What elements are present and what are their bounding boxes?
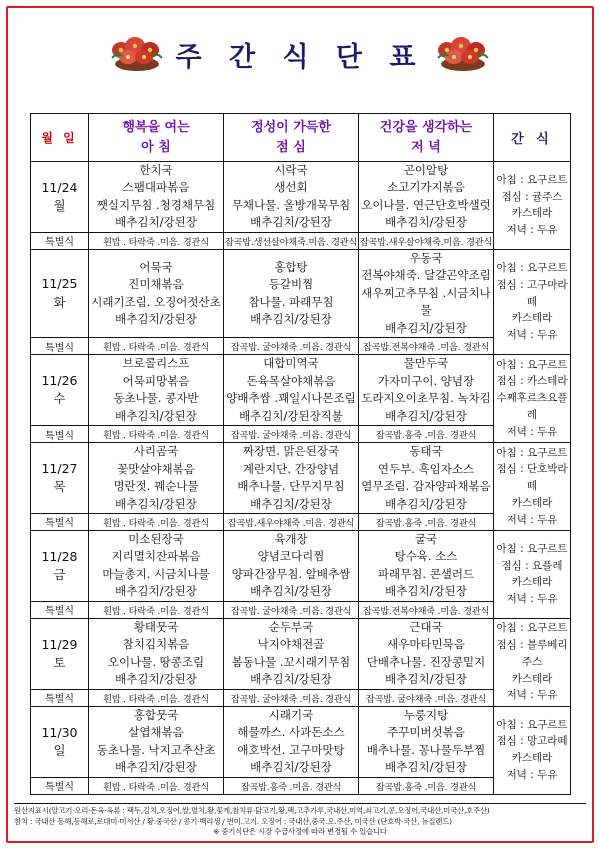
menu-item: 배추김치/강된장 [115,584,197,599]
snack-item: 카스테라 [511,207,553,220]
special-diet-cell: 잡곡밥.홍죽 .미음. 경관식 [359,513,494,530]
menu-item: 배추김치/강된장 [385,320,467,335]
day-cell [31,162,89,233]
menu-item: 배추김치/강된장 [115,496,197,511]
special-diet-row [31,601,571,618]
special-diet-cell: 잡곡밥. 굴야채죽 .미음. 경관식 [224,601,359,618]
menu-item: 계란지단. 간장양념 [242,461,340,476]
header-dinner-line1: 건강을 생각하는 [379,120,473,135]
special-diet-cell: 흰밥 . 타락죽 .미음. 경관식 [89,338,224,355]
snack-item: 점심 : 카스테라 [496,375,568,388]
menu-item: 양배추쌈 .꽤일시나몬조림 [226,391,356,406]
snack-item: 저녁 : 두유 [506,329,558,342]
special-diet-label: 특별식 [31,513,89,530]
menu-item: 등갈비찜 [268,277,314,292]
table-header-row [31,114,571,162]
lunch-cell [224,618,359,689]
footer-line-2: 참치 : 국내산 동해,동해로,로대미·미서산 / 황.중국산 / 콩기·백리생 / 번미.고기. 오징어 : 국내산,중국.오.주산, 미국산 (단호박·국산, 뉴질랜드) [14,816,452,826]
snack-item: 아침 : 요구르트 [496,358,568,371]
menu-item: 참나물. 파래무침 [248,294,334,309]
menu-item: 배추김치/강된장 [250,760,332,775]
day-date: 11/30 [41,724,78,740]
menu-item: 가자미구이. 양념장 [377,373,475,388]
snack-item: 점심 : 단호박라떼 [496,463,568,493]
menu-item: 동초나물. 낙지고추산초 [96,742,216,757]
menu-item: 명란젓. 꿰순나물 [113,479,199,494]
special-diet-cell: 흰밥 . 타락죽 .미음. 경관식 [89,777,224,794]
day-cell [31,618,89,689]
menu-item: 배추김치/강된장 [385,584,467,599]
morning-cell [89,618,224,689]
footer [14,806,586,838]
footer-note: ※ 중기식단은 시장 수급사정에 따라 변경될 수 있습니다 [213,827,387,837]
special-diet-cell: 잡곡밥.홍죽 .미음. 경관식 [359,777,494,794]
menu-item: 새우찌고추무침 .시금치나물 [361,285,491,318]
menu-item: 배추김치/강된장 [385,760,467,775]
menu-item: 누룽지탕 [403,707,449,722]
day-weekday: 토 [53,654,66,670]
day-date: 11/24 [41,179,78,195]
menu-item: 동태국 [409,444,443,459]
snack-cell [494,530,571,618]
menu-item: 순두부국 [268,619,314,634]
menu-item: 쨋실지무침 .청경채무침 [96,197,216,212]
special-diet-label: 특별식 [31,338,89,355]
menu-item: 어묵국 [139,259,173,274]
header-morning [89,114,224,162]
menu-item: 배추나물. 꽁나물두부찜 [366,742,486,757]
lunch-cell [224,249,359,337]
menu-item: 양파간장무침. 알배추쌈 [231,566,351,581]
day-date: 11/28 [41,548,78,564]
snack-item: 저녁 : 두유 [506,425,558,438]
header-lunch-line2: 점 심 [276,139,306,155]
special-diet-cell: 잡곡밥. 굴야채죽 .미음. 경관식 [224,338,359,355]
snack-item: 카스테라 [511,312,553,325]
menu-item: 시래기국 [268,707,314,722]
snack-cell [494,706,571,794]
menu-item: 새우마타민묵음 [387,637,465,652]
snack-item: 점심 : 망고라떼 [496,735,568,748]
day-cell [31,530,89,601]
snack-item: 점심 : 귤주스 [501,190,563,203]
day-cell [31,706,89,777]
morning-cell [89,443,224,514]
snack-item: 카스테라 [511,496,553,509]
menu-item: 해물까스. 사과돈소스 [237,725,345,740]
snack-item: 카스테라 [511,672,553,685]
special-diet-cell: 잡곡밥.홍죽 .미음. 경관식 [359,426,494,443]
special-diet-row [31,689,571,706]
menu-item: 홍합탕 [274,259,308,274]
menu-day-row [31,706,571,777]
menu-item: 동초나물. 콩자반 [113,391,199,406]
menu-item: 대합미역국 [263,356,319,371]
day-date: 11/27 [41,460,78,476]
dinner-cell [359,443,494,514]
menu-item: 어묵피망볶음 [122,373,190,388]
dinner-cell [359,618,494,689]
menu-item: 애호박선. 고구마맛탕 [237,742,345,757]
menu-item: 배추김치/강된장 [115,760,197,775]
header-lunch [224,114,359,162]
menu-item: 배추김치/강된장 [250,672,332,687]
header-dinner [359,114,494,162]
snack-cell [494,249,571,354]
snack-cell [494,443,571,531]
special-diet-cell: 잡곡밥.전복야채죽 .미음. 경관식 [359,338,494,355]
dinner-cell [359,162,494,233]
lunch-cell [224,355,359,426]
menu-day-row [31,162,571,233]
snack-item: 저녁 : 두유 [506,689,558,702]
menu-item: 굴국 [414,531,438,546]
snack-cell [494,162,571,250]
menu-item: 낙지야채전골 [257,637,325,652]
special-diet-row [31,513,571,530]
snack-item: 카스테라 [511,752,553,765]
special-diet-cell: 잡곡밥.새우살야채죽.미음. 경관식 [359,232,494,249]
special-diet-label: 특별식 [31,777,89,794]
menu-item: 배추김치/강된장 [250,496,332,511]
menu-day-row [31,355,571,426]
menu-item: 배추김치/강된장 [385,215,467,230]
menu-item: 시래기조림. 오징어젓산초 [91,294,221,309]
dinner-cell [359,249,494,337]
snack-item: 점심 : 요플레 [501,559,563,572]
dinner-cell [359,706,494,777]
special-diet-cell: 흰밥 . 타락죽 .미음. 경관식 [89,689,224,706]
page-title: 주 간 식 단 표 [175,41,425,73]
menu-item: 홍합뭇국 [133,707,179,722]
day-weekday: 화 [53,294,66,310]
special-diet-cell: 잡곡밥. 굴야채죽 .미음. 경관식 [359,689,494,706]
special-diet-row [31,338,571,355]
special-diet-row [31,232,571,249]
snack-cell [494,618,571,706]
menu-day-row [31,443,571,514]
special-diet-cell: 흰밥 . 타락죽 .미음. 경관식 [89,513,224,530]
day-date: 11/25 [41,276,78,292]
snack-item: 저녁 : 두유 [506,593,558,606]
title-row [0,34,600,74]
menu-item: 미소된장국 [128,531,184,546]
special-diet-label: 특별식 [31,426,89,443]
morning-cell [89,249,224,337]
special-diet-cell: 흰밥 . 타락죽 .미음. 경관식 [89,426,224,443]
header-dinner-line2: 저 녁 [411,139,441,155]
menu-item: 살엽채볶음 [128,725,184,740]
snack-item: 아침 : 요구르트 [496,262,568,275]
lunch-cell [224,706,359,777]
dinner-cell [359,355,494,426]
snack-item: 아침 : 요구르트 [496,622,568,635]
special-diet-cell: 잡곡밥.생선살야채죽.미음. 경관식 [224,232,359,249]
morning-cell [89,162,224,233]
menu-item: 생선회 [274,180,308,195]
menu-item: 배추김치/강된장 [385,496,467,511]
weekly-menu-table [30,113,571,795]
menu-item: 주꾸미버섯볶음 [387,725,465,740]
menu-item: 파래무침. 콘샐러드 [377,566,475,581]
snack-item: 저녁 : 두유 [506,513,558,526]
morning-cell [89,355,224,426]
menu-item: 꽃맛살야채볶음 [117,461,195,476]
menu-item: 육개장 [274,531,308,546]
menu-item: 오이나물. 땅콩조림 [107,654,205,669]
snack-item: 수째후르츠요플레 [496,392,568,422]
menu-item: 봄동나물 .꼬시래기무침 [231,654,351,669]
menu-day-row [31,249,571,337]
special-diet-cell: 잡곡밥. 굴야채죽 .미음. 경관식 [224,426,359,443]
snack-item: 아침 : 요구르트 [496,542,568,555]
menu-item: 근대국 [409,619,443,634]
flower-icon-right [435,34,491,74]
menu-item: 열무조림. 감자양파채볶음 [361,479,491,494]
menu-item: 배추김치/강된장 [115,408,197,423]
day-weekday: 금 [53,566,66,582]
menu-item: 시락국 [274,163,308,177]
special-diet-row [31,777,571,794]
special-diet-cell: 잡곡밥.홍죽 .미음. 경관식 [224,777,359,794]
header-lunch-line1: 정성이 가득한 [251,120,331,135]
menu-item: 도라지오이초무침. 녹차김 [361,391,491,406]
lunch-cell [224,443,359,514]
menu-day-row [31,530,571,601]
menu-item: 사리곰국 [133,444,179,459]
special-diet-row [31,426,571,443]
special-diet-label: 특별식 [31,232,89,249]
day-cell [31,443,89,514]
snack-item: 점심 : 고구마라떼 [496,278,568,308]
menu-item: 돈육목살야채볶음 [246,373,336,388]
menu-item: 우동국 [409,250,443,265]
menu-item: 탕수육. 소스 [394,549,458,564]
header-day: 월 일 [31,114,89,162]
header-snack: 간 식 [494,114,571,162]
day-date: 11/26 [41,373,78,389]
snack-item: 점심 : 블루베리주스 [496,639,568,668]
menu-item: 스팸대파볶음 [122,180,190,195]
morning-cell [89,530,224,601]
special-diet-label: 특별식 [31,689,89,706]
flower-icon-left [109,34,165,74]
special-diet-cell: 잡곡밥. 굴야채죽 .미음. 경관식 [224,689,359,706]
menu-item: 진미채볶음 [128,277,184,292]
menu-item: 지리멸치잔파볶음 [111,549,201,564]
snack-item: 저녁 : 두유 [506,768,558,781]
footer-line-1: 원산지표시(알고기·오리·돈육·육류 : 팩두,김치,오징어,쌀,멸치,황,꽃게,참치류·닭고기,황,팩,고추가루,국내산,미역,쇠고기,콩,오징어,국내산,미국산,호주산) [14,806,490,815]
menu-item: 참치김치볶음 [122,637,190,652]
special-diet-label: 특별식 [31,601,89,618]
menu-item: 배추김치/강된장 [115,672,197,687]
snack-item: 아침 : 요구르트 [496,718,568,731]
menu-item: 브로콜리스프 [122,356,190,371]
menu-item: 배추김치/강된장 [250,312,332,327]
snack-item: 아침 : 요구르트 [496,173,568,186]
menu-item: 전복야채죽. 달걀곤약조림 [361,268,491,283]
menu-item: 배추김치/강된장 [115,215,197,230]
day-weekday: 월 [53,197,66,213]
menu-item: 황태뭇국 [133,619,179,634]
day-date: 11/29 [41,636,78,652]
menu-item: 연두부. 흑임자소스 [377,461,475,476]
menu-item: 배추김치/강된장직불 [239,408,343,423]
menu-item: 짜장면. 맑은된장국 [242,444,340,459]
menu-item: 배추김치/강된장 [385,408,467,423]
day-cell [31,355,89,426]
menu-item: 배추김치/강된장 [385,672,467,687]
snack-item: 아침 : 요구르트 [496,446,568,459]
snack-item: 저녁 : 두유 [506,224,558,237]
special-diet-cell: 잡곡밥.전복야채죽 .미음. 경관식 [359,601,494,618]
menu-item: 배추김치/강된장 [250,215,332,230]
footer-divider [14,803,586,804]
day-weekday: 일 [53,742,66,758]
menu-item: 양념코다리찜 [257,549,325,564]
snack-item: 카스테라 [511,576,553,589]
day-weekday: 목 [53,479,66,495]
lunch-cell [224,530,359,601]
menu-item: 배추김치/강된장 [250,584,332,599]
menu-item: 소고기가지볶음 [387,180,465,195]
menu-item: 배추김치/강된장 [115,312,197,327]
special-diet-cell: 잡곡밥.새우야채죽 .미음. 경관식 [224,513,359,530]
menu-day-row [31,618,571,689]
menu-item: 배추나물. 단무지무침 [237,479,345,494]
header-morning-line1: 행복을 여는 [122,120,190,135]
snack-cell [494,355,571,443]
menu-item: 곤이알탕 [403,163,449,177]
special-diet-cell: 흰밥 . 타락죽 .미음. 경관식 [89,601,224,618]
day-weekday: 수 [53,391,66,407]
menu-item: 한치국 [139,163,173,177]
menu-item: 오이나물. 연근단호박샐럿 [361,197,491,212]
header-morning-line2: 아 침 [141,139,171,155]
morning-cell [89,706,224,777]
menu-item: 물만두국 [403,356,449,371]
day-cell [31,249,89,337]
menu-item: 무채나물. 올방개묵무침 [231,197,351,212]
dinner-cell [359,530,494,601]
lunch-cell [224,162,359,233]
menu-item: 단배추나물. 진장콩밑지 [366,654,486,669]
special-diet-cell: 흰밥 . 타락죽 .미음. 경관식 [89,232,224,249]
menu-item: 마늘총지. 시금치나물 [102,566,210,581]
